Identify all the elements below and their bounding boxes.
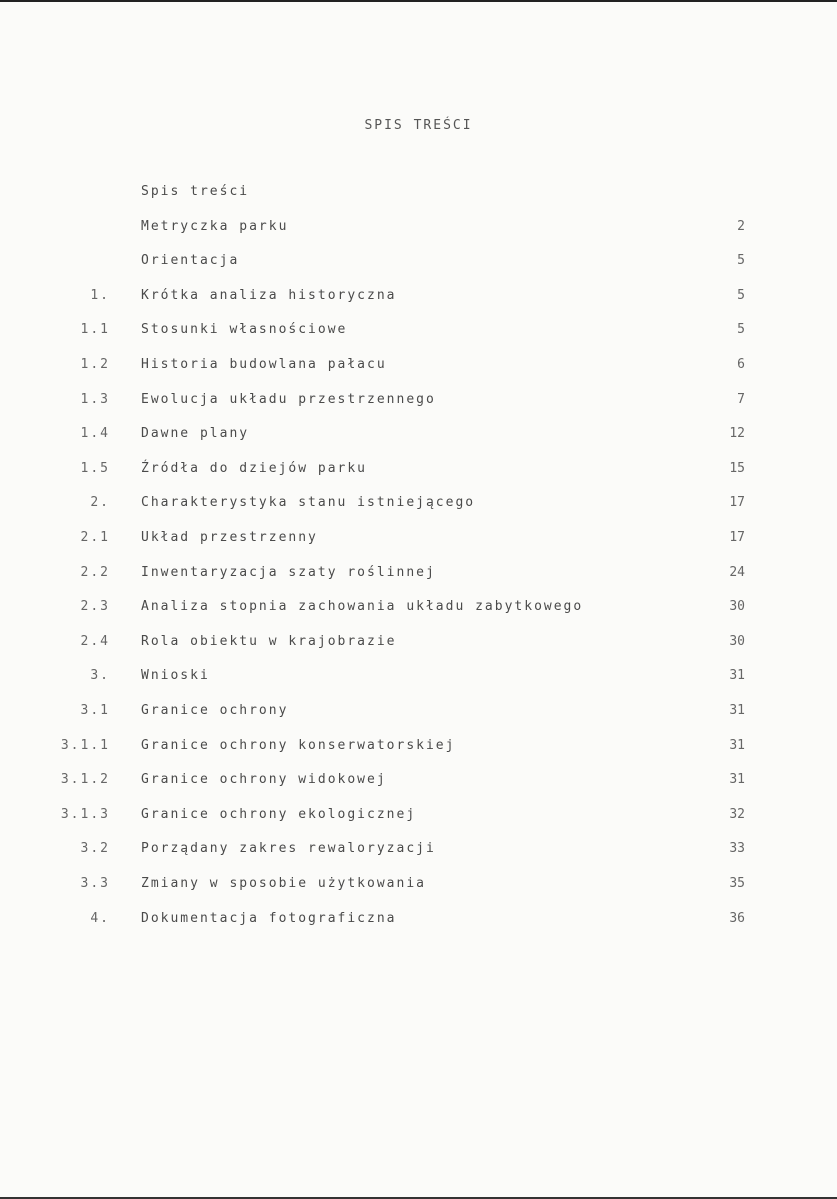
toc-entry-page: 6 [737,357,745,372]
toc-entry-number: 1.3 [80,391,110,407]
toc-entry-page: 30 [729,633,745,649]
toc-entry-number: 1. [90,287,110,303]
toc-entry-page: 17 [729,530,745,545]
toc-entry-number: 3. [90,668,110,684]
toc-entry-page: 32 [729,806,745,822]
toc-entry [0,911,837,931]
toc-entry-label: Zmiany w sposobie użytkowania [141,876,426,891]
toc-entry-label: Porządany zakres rewaloryzacji [141,841,436,857]
toc-entry-page: 31 [729,703,745,718]
toc-entry-number: 3.1.1 [60,737,110,753]
toc-entry [0,565,837,585]
toc-entry-number: 2.4 [80,633,110,649]
toc-entry-page: 5 [737,253,745,269]
toc-entry-label: Dawne plany [141,426,250,442]
toc-entry-label: Historia budowlana pałacu [141,357,387,372]
toc-entry-label: Ewolucja układu przestrzennego [141,391,436,407]
toc-entry-number: 3.1.3 [60,806,110,822]
toc-entry-page: 35 [729,876,745,891]
toc-entry [0,184,837,204]
toc-entry-number: 4. [90,910,110,926]
toc-entry-page: 2 [737,218,745,234]
toc-entry-page: 30 [729,599,745,615]
toc-entry-number: 2. [90,495,110,511]
toc-entry [0,876,837,896]
toc-entry-page: 7 [737,391,745,407]
toc-entry-label: Układ przestrzenny [141,530,318,545]
toc-entry [0,703,837,723]
toc-entry-label: Metryczka parku [141,218,289,234]
toc-entry [0,772,837,792]
toc-entry-label: Charakterystyka stanu istniejącego [141,495,476,511]
toc-entry-page: 33 [729,841,745,857]
toc-entry-number: 1.1 [80,322,110,338]
toc-entry-number: 2.3 [80,599,110,615]
toc-entry-number: 1.4 [80,426,110,442]
toc-entry-label: Granice ochrony widokowej [141,772,387,788]
toc-entry [0,841,837,861]
toc-entry-label: Krótka analiza historyczna [141,287,397,303]
toc-entry-label: Źródła do dziejów parku [141,460,368,476]
toc-entry-page: 31 [729,772,745,788]
toc-entry [0,392,837,412]
toc-entry [0,322,837,342]
toc-entry-label: Inwentaryzacja szaty roślinnej [141,564,436,580]
toc-entry-number: 2.2 [80,564,110,580]
toc-entry-page: 12 [729,426,745,442]
toc-entry-label: Stosunki własnościowe [141,322,348,338]
toc-entry-number: 3.3 [80,876,110,891]
toc-entry [0,461,837,481]
toc-entry-label: Dokumentacja fotograficzna [141,910,397,926]
toc-entry-label: Granice ochrony konserwatorskiej [141,737,456,753]
toc-entry [0,253,837,273]
toc-entry-number: 2.1 [80,530,110,545]
toc-entry-page: 31 [729,737,745,753]
toc-entry-number: 1.2 [80,357,110,372]
scan-top-edge [0,0,837,2]
toc-entry-label: Spis treści [141,184,250,199]
toc-entry [0,807,837,827]
toc-entry-label: Orientacja [141,253,240,269]
toc-entry-page: 5 [737,322,745,338]
toc-entry-number: 3.1.2 [60,772,110,788]
toc-entry-page: 31 [729,668,745,684]
toc-entry [0,599,837,619]
toc-entry-label: Granice ochrony [141,703,289,718]
toc-entry-label: Wnioski [141,668,210,684]
toc-entry [0,530,837,550]
page-title: SPIS TREŚCI [364,118,473,133]
toc-entry-page: 5 [737,287,745,303]
toc-entry [0,288,837,308]
toc-entry-label: Analiza stopnia zachowania układu zabytkowego [141,599,584,615]
toc-entry [0,426,837,446]
toc-entry [0,668,837,688]
toc-entry-label: Rola obiektu w krajobrazie [141,633,397,649]
toc-entry-page: 15 [729,460,745,476]
toc-entry-number: 3.2 [80,841,110,857]
toc-entry-number: 1.5 [80,460,110,476]
toc-entry-page: 24 [729,564,745,580]
toc-entry [0,495,837,515]
toc-entry [0,219,837,239]
toc-entry [0,634,837,654]
toc-entry [0,738,837,758]
toc-entry-page: 17 [729,495,745,511]
toc-entry-number: 3.1 [80,703,110,718]
toc-entry-page: 36 [729,910,745,926]
toc-entry-label: Granice ochrony ekologicznej [141,806,417,822]
toc-entry [0,357,837,377]
